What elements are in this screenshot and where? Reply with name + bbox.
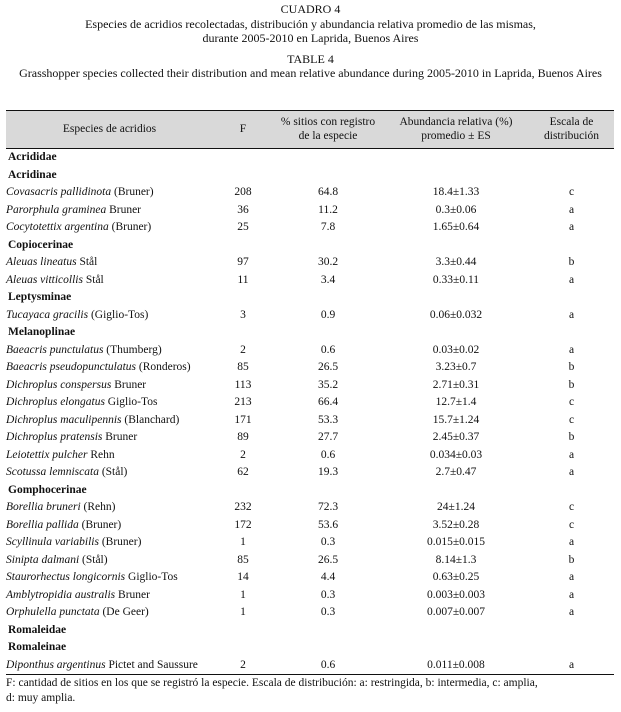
cell-abundance: 12.7±1.4 (435, 396, 477, 408)
table-row (6, 272, 614, 290)
species-author: (Thumberg) (103, 343, 162, 356)
species-name (6, 499, 213, 517)
header-sites-line2: de la especie (298, 130, 358, 142)
cell-f: 11 (237, 273, 249, 286)
cell-f: 25 (237, 221, 249, 233)
table-row (6, 412, 614, 430)
cell-f: 208 (234, 186, 252, 198)
cell-f: 89 (237, 431, 249, 443)
species-binomial: Parorphula graminea (6, 203, 107, 216)
cell-abundance: 15.7±1.24 (432, 413, 480, 426)
species-name (6, 272, 213, 290)
species-author: Bruner (106, 203, 142, 216)
table-row (6, 219, 614, 237)
group-row (6, 289, 614, 307)
header-f (213, 111, 273, 149)
group-row (6, 324, 614, 342)
cell-abundance: 2.7±0.47 (435, 466, 477, 478)
cell-sites: 4.4 (320, 571, 336, 583)
species-author: Stål (82, 273, 104, 286)
species-name (6, 429, 213, 447)
species-name (6, 552, 213, 570)
cell-sites: 27.7 (317, 431, 339, 443)
species-author: (Bruner) (108, 221, 152, 233)
cell-f: 232 (234, 501, 252, 513)
cell-scale: b (568, 361, 575, 373)
header-abund-line2: promedio ± ES (421, 130, 491, 142)
cell-f: 1 (240, 588, 246, 601)
species-author: Bruner (102, 431, 138, 443)
group-row (6, 237, 614, 255)
species-binomial: Staurorhectus longicornis (6, 571, 126, 583)
cell-abundance: 24±1.24 (437, 501, 475, 513)
cell-scale: a (568, 606, 575, 618)
cell-f: 62 (237, 466, 249, 478)
cell-f: 172 (234, 518, 252, 531)
species-name (6, 377, 213, 395)
species-name (6, 394, 213, 412)
header-species-text: Especies de acridios (62, 123, 157, 135)
page (0, 2, 621, 712)
species-author: Pictet and Saussure (105, 658, 198, 671)
cell-abundance: 0.33±0.11 (432, 273, 480, 286)
species-name (6, 534, 213, 552)
species-author: Giglio-Tos (125, 571, 178, 583)
species-name (6, 412, 213, 430)
cell-sites: 53.3 (317, 413, 339, 426)
species-name (6, 254, 213, 272)
species-name (6, 307, 213, 325)
cell-f: 2 (240, 448, 246, 461)
species-author: Giglio-Tos (104, 396, 158, 408)
table-row (6, 202, 614, 220)
cell-f: 213 (234, 396, 252, 408)
cell-sites: 0.6 (320, 343, 336, 356)
cell-f: 14 (237, 571, 249, 583)
group-row (6, 482, 614, 500)
cell-scale: c (568, 186, 575, 198)
species-binomial: Baeacris pseudopunctulatus (6, 361, 136, 373)
table-row (6, 534, 614, 552)
table-row (6, 342, 614, 360)
species-table (6, 110, 614, 675)
species-author: Bruner (115, 588, 150, 601)
cell-scale: a (568, 448, 575, 461)
cell-scale: c (568, 413, 575, 426)
species-binomial: Scotussa lemniscata (6, 466, 99, 478)
caption-line-en-1: Grasshopper species collected their distribution and mean relative abundance during 2005-2010 in Laprida, Buenos Aires (19, 66, 602, 80)
cell-abundance: 1.65±0.64 (432, 221, 480, 233)
cell-f: 171 (234, 413, 252, 426)
cell-scale: a (568, 571, 575, 583)
cell-sites: 64.8 (317, 186, 339, 198)
cell-abundance: 3.3±0.44 (435, 256, 477, 268)
species-author: Bruner (111, 378, 147, 391)
cell-scale: a (568, 221, 575, 233)
cell-scale: a (568, 273, 575, 286)
cell-abundance: 0.015±0.015 (426, 536, 486, 548)
cell-sites: 35.2 (317, 378, 339, 391)
species-name (6, 219, 213, 237)
caption-line-es-2: durante 2005-2010 en Laprida, Buenos Aires (202, 31, 419, 45)
cell-f: 113 (234, 378, 252, 391)
species-binomial: Sinipta dalmani (6, 553, 80, 566)
cell-scale: b (568, 553, 575, 566)
header-scale-line2: distribución (544, 130, 599, 142)
cell-abundance: 0.011±0.008 (383, 657, 529, 675)
species-binomial: Diponthus argentinus (6, 658, 106, 671)
species-author: (Stål) (98, 466, 128, 478)
header-abundance (383, 111, 529, 149)
cell-sites: 26.5 (317, 361, 339, 373)
species-binomial: Cocytotettix argentina (6, 221, 109, 233)
table-row (6, 552, 614, 570)
species-binomial: Aleuas lineatus (6, 256, 77, 268)
species-author: (Bruner) (111, 186, 154, 198)
cell-abundance: 0.034±0.03 (429, 448, 483, 461)
header-species (6, 111, 213, 149)
cell-sites: 7.8 (320, 221, 336, 233)
group-label: Romaleidae (8, 623, 67, 636)
species-name (6, 464, 213, 482)
caption-line-es-1: Especies de acridios recolectadas, distribución y abundancia relativa promedio de las mismas, (85, 16, 536, 31)
group-label: Copiocerinae (8, 238, 74, 251)
caption-label-es: CUADRO 4 (280, 2, 341, 16)
table-row (6, 254, 614, 272)
cell-sites: 72.3 (317, 501, 339, 513)
species-name (6, 202, 213, 220)
cell-abundance: 0.06±0.032 (429, 308, 483, 321)
footnote-line-1: F: cantidad de sitios en los que se registró la especie. Escala de distribución: a: restringida, b: intermedia, c: amplia, (6, 677, 538, 689)
header-scale-line1: Escala de (549, 116, 594, 128)
footnote (6, 676, 614, 706)
cell-scale: a (568, 588, 575, 601)
cell-f: 3 (240, 308, 246, 321)
group-label: Leptysminae (8, 291, 72, 303)
cell-abundance: 0.03±0.02 (432, 343, 480, 356)
species-name (6, 517, 213, 535)
header-sites (273, 111, 383, 149)
cell-sites: 11.2 (318, 203, 338, 216)
species-binomial: Borellia bruneri (6, 501, 81, 513)
table-row (6, 184, 614, 202)
species-name (6, 569, 213, 587)
table-row (6, 447, 614, 465)
table-row (6, 587, 614, 605)
cell-abundance: 0.007±0.007 (426, 606, 486, 618)
cell-scale: a (568, 536, 575, 548)
cell-abundance: 3.52±0.28 (432, 518, 480, 531)
table-row (6, 517, 614, 535)
species-binomial: Aleuas vitticollis (6, 273, 83, 286)
species-binomial: Dichroplus maculipennis (6, 413, 122, 426)
cell-abundance: 2.71±0.31 (432, 378, 480, 391)
table-row (6, 499, 614, 517)
species-binomial: Scyllinula variabilis (6, 536, 99, 548)
cell-abundance: 0.3±0.06 (435, 203, 477, 216)
caption-label-en: TABLE 4 (287, 51, 334, 66)
cell-sites: 3.4 (320, 273, 336, 286)
caption-english (0, 52, 621, 81)
cell-f: 36 (237, 203, 249, 216)
cell-sites: 0.6 (273, 657, 383, 675)
species-binomial: Dichroplus pratensis (6, 431, 103, 443)
species-name (6, 184, 213, 202)
header-f-text: F (239, 123, 247, 135)
cell-sites: 0.3 (320, 606, 336, 618)
cell-sites: 0.9 (320, 308, 336, 321)
species-author: Rehn (87, 448, 115, 461)
species-binomial: Baeacris punctulatus (6, 343, 104, 356)
header-abund-line1: Abundancia relativa (%) (399, 116, 513, 128)
table-row (6, 429, 614, 447)
group-label: Gomphocerinae (8, 483, 87, 496)
header-scale (529, 111, 614, 149)
group-label: Romaleinae (8, 641, 67, 653)
species-name (6, 342, 213, 360)
species-binomial: Covasacris pallidinota (6, 186, 112, 198)
cell-sites: 30.2 (317, 256, 339, 268)
species-binomial: Leiotettix pulcher (6, 448, 88, 461)
species-author: (Blanchard) (121, 413, 180, 426)
cell-f: 85 (237, 553, 249, 566)
table-header (6, 111, 614, 149)
species-binomial: Orphulella punctata (6, 606, 100, 618)
species-name (6, 587, 213, 605)
cell-scale: c (568, 501, 575, 513)
table-row (6, 569, 614, 587)
species-binomial: Dichroplus conspersus (6, 378, 112, 391)
cell-scale: a (568, 203, 575, 216)
species-author: (Giglio-Tos) (88, 308, 149, 321)
cell-f: 2 (213, 657, 273, 675)
species-author: Stål (76, 256, 98, 268)
group-row (6, 639, 614, 657)
species-author: (Ronderos) (136, 361, 191, 373)
table-row (6, 394, 614, 412)
cell-f: 1 (240, 606, 246, 618)
group-row (6, 149, 614, 167)
cell-scale: a (568, 343, 575, 356)
header-sites-line1: % sitios con registro (280, 116, 376, 128)
species-binomial: Dichroplus elongatus (6, 396, 105, 408)
group-label: Melanoplinae (8, 326, 76, 338)
cell-sites: 0.3 (320, 588, 336, 601)
table-row (6, 359, 614, 377)
cell-abundance: 3.23±0.7 (435, 361, 477, 373)
cell-f: 85 (237, 361, 249, 373)
cell-sites: 66.4 (317, 396, 339, 408)
table-row (6, 464, 614, 482)
cell-scale: a (529, 657, 614, 675)
cell-scale: c (568, 396, 575, 408)
cell-sites: 26.5 (317, 553, 339, 566)
group-label: Acrididae (8, 151, 57, 163)
cell-abundance: 0.63±0.25 (432, 571, 480, 583)
table-row (6, 657, 614, 675)
cell-scale: a (568, 308, 575, 321)
species-binomial: Tucayaca gracilis (6, 308, 89, 321)
species-name (6, 604, 213, 622)
cell-scale: b (568, 256, 575, 268)
cell-scale: c (568, 518, 575, 531)
cell-f: 2 (240, 343, 246, 356)
group-row (6, 167, 614, 185)
cell-abundance: 0.003±0.003 (426, 588, 486, 601)
cell-scale: b (568, 378, 575, 391)
species-author: (Rehn) (80, 501, 116, 513)
footnote-line-2: d: muy amplia. (6, 692, 76, 704)
species-author: (Stål) (79, 553, 108, 566)
cell-scale: b (568, 431, 575, 443)
cell-scale: a (568, 466, 575, 478)
species-author: (Bruner) (78, 518, 122, 531)
table-row (6, 604, 614, 622)
table-row (6, 377, 614, 395)
table-row (6, 307, 614, 325)
cell-sites: 0.6 (320, 448, 336, 461)
caption-spanish (0, 2, 621, 46)
cell-sites: 19.3 (317, 466, 339, 478)
cell-f: 1 (240, 536, 246, 548)
species-name (6, 657, 213, 675)
species-name (6, 359, 213, 377)
species-author: (Bruner) (98, 536, 142, 548)
species-binomial: Borellia pallida (6, 518, 79, 531)
cell-f: 97 (237, 256, 249, 268)
group-row (6, 622, 614, 640)
cell-abundance: 2.45±0.37 (432, 431, 480, 443)
cell-abundance: 8.14±1.3 (435, 553, 477, 566)
species-binomial: Amblytropidia australis (6, 588, 116, 601)
cell-sites: 53.6 (317, 518, 339, 531)
group-label: Acridinae (8, 168, 57, 181)
cell-abundance: 18.4±1.33 (432, 186, 480, 198)
species-name (6, 447, 213, 465)
table-body (6, 149, 614, 675)
cell-sites: 0.3 (320, 536, 336, 548)
species-author: (De Geer) (99, 606, 149, 618)
